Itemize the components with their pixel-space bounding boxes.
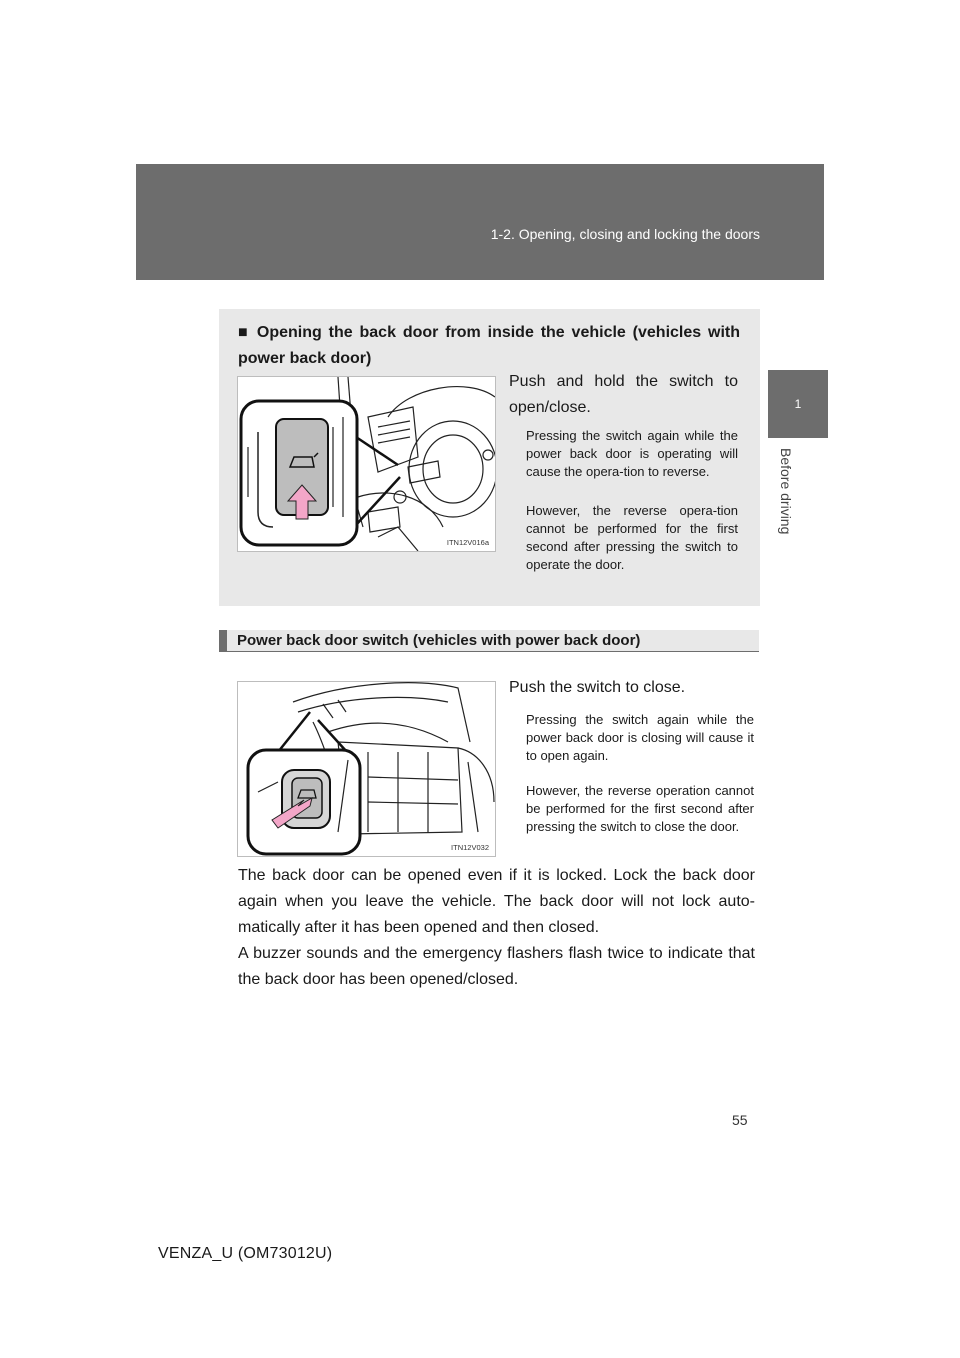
chapter-label: Before driving [778, 448, 794, 535]
figure-code: ITN12V016a [446, 538, 489, 547]
section-title: 1-2. Opening, closing and locking the doors [490, 226, 760, 242]
section-instruction: Push the switch to close. [509, 679, 686, 696]
page-number: 55 [732, 1112, 748, 1128]
body-paragraph-1: The back door can be opened even if it is locked. Lock the back door again when you leave the vehicle. The back door will not lock auto-matically after it has been opened and then closed. [238, 867, 755, 936]
body-paragraph-2: A buzzer sounds and the emergency flashers flash twice to indicate that the back door has been opened/closed. [238, 945, 755, 988]
note-heading: ■ Opening the back door from inside the vehicle (vehicles with power back door) [238, 324, 740, 367]
chapter-tab [768, 370, 828, 438]
section-heading-bar [219, 630, 759, 652]
section-detail-1: Pressing the switch again while the power back door is closing will cause it to open again. [526, 712, 754, 763]
back-door-switch-figure [237, 681, 496, 857]
figure-code: ITN12V032 [451, 843, 489, 852]
section-heading: Power back door switch (vehicles with power back door) [237, 632, 641, 649]
header-band [136, 164, 824, 280]
dashboard-switch-figure [237, 376, 496, 552]
chapter-number: 1 [794, 397, 802, 411]
back-door-illustration [238, 682, 495, 856]
section-detail-2: However, the reverse operation cannot be performed for the first second after pressing the switch to close the door. [526, 783, 754, 834]
note-detail-2: However, the reverse opera-tion cannot be performed for the first second after pressing the switch to operate the door. [526, 503, 738, 572]
dashboard-illustration [238, 377, 495, 551]
note-instruction: Push and hold the switch to open/close. [509, 373, 738, 416]
note-detail-1: Pressing the switch again while the power back door is operating will cause the opera-tion to reverse. [526, 428, 738, 479]
document-code: VENZA_U (OM73012U) [158, 1245, 333, 1262]
